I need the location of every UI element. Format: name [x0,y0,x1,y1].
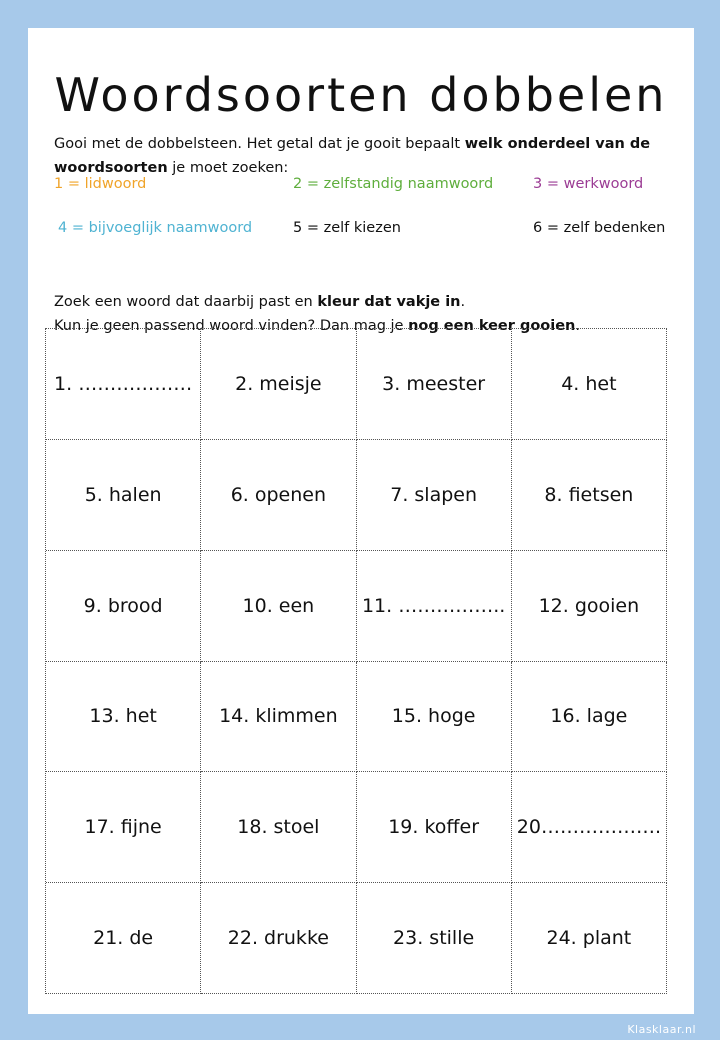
grid-cell-3[interactable]: 3. meester [357,329,512,440]
grid-cell-11[interactable]: 11. …………….. [357,551,512,662]
instruction-2-bold: nog een keer gooien [408,318,576,334]
instruction-1-bold: kleur dat vakje in [317,294,461,310]
watermark: Klasklaar.nl [627,1023,696,1036]
intro-part2: je moet zoeken: [167,160,289,176]
grid-cell-24[interactable]: 24. plant [512,883,667,994]
grid-cell-14[interactable]: 14. klimmen [201,662,356,773]
intro-text [54,132,674,180]
grid-cell-16[interactable]: 16. lage [512,662,667,773]
instruction-2-text: Kun je geen passend woord vinden? Dan mag je [54,318,409,334]
instruction-1-end: . [460,294,466,310]
grid-cell-23[interactable]: 23. stille [357,883,512,994]
grid-cell-15[interactable]: 15. hoge [357,662,512,773]
word-grid [45,328,667,994]
grid-cell-22[interactable]: 22. drukke [201,883,356,994]
legend-6-zelf-bedenken: 6 = zelf bedenken [533,220,666,236]
instruction-line-1 [54,290,694,314]
grid-cell-20[interactable]: 20………………. [512,772,667,883]
grid-cell-8[interactable]: 8. fietsen [512,440,667,551]
intro-bold: welk onderdeel van de woordsoorten [54,136,651,176]
grid-cell-7[interactable]: 7. slapen [357,440,512,551]
grid-cell-19[interactable]: 19. koffer [357,772,512,883]
grid-cell-9[interactable]: 9. brood [46,551,201,662]
legend-1-lidwoord: 1 = lidwoord [54,176,147,192]
grid-cell-18[interactable]: 18. stoel [201,772,356,883]
grid-cell-13[interactable]: 13. het [46,662,201,773]
grid-cell-1[interactable]: 1. ……………… [46,329,201,440]
grid-cell-17[interactable]: 17. fijne [46,772,201,883]
intro-part1: Gooi met de dobbelsteen. Het getal dat je gooit bepaalt [54,136,465,152]
grid-cell-4[interactable]: 4. het [512,329,667,440]
legend-2-zelfstandig-naamwoord: 2 = zelfstandig naamwoord [293,176,494,192]
grid-cell-6[interactable]: 6. openen [201,440,356,551]
legend-4-bijvoeglijk-naamwoord: 4 = bijvoeglijk naamwoord [58,220,253,236]
page-title: Woordsoorten dobbelen [54,68,668,122]
grid-cell-12[interactable]: 12. gooien [512,551,667,662]
instruction-2-end: . [575,318,580,334]
grid-cell-10[interactable]: 10. een [201,551,356,662]
grid-cell-5[interactable]: 5. halen [46,440,201,551]
legend-3-werkwoord: 3 = werkwoord [533,176,644,192]
grid-cell-2[interactable]: 2. meisje [201,329,356,440]
instruction-1-text: Zoek een woord dat daarbij past en [54,294,318,310]
grid-cell-21[interactable]: 21. de [46,883,201,994]
legend-5-zelf-kiezen: 5 = zelf kiezen [293,220,401,236]
